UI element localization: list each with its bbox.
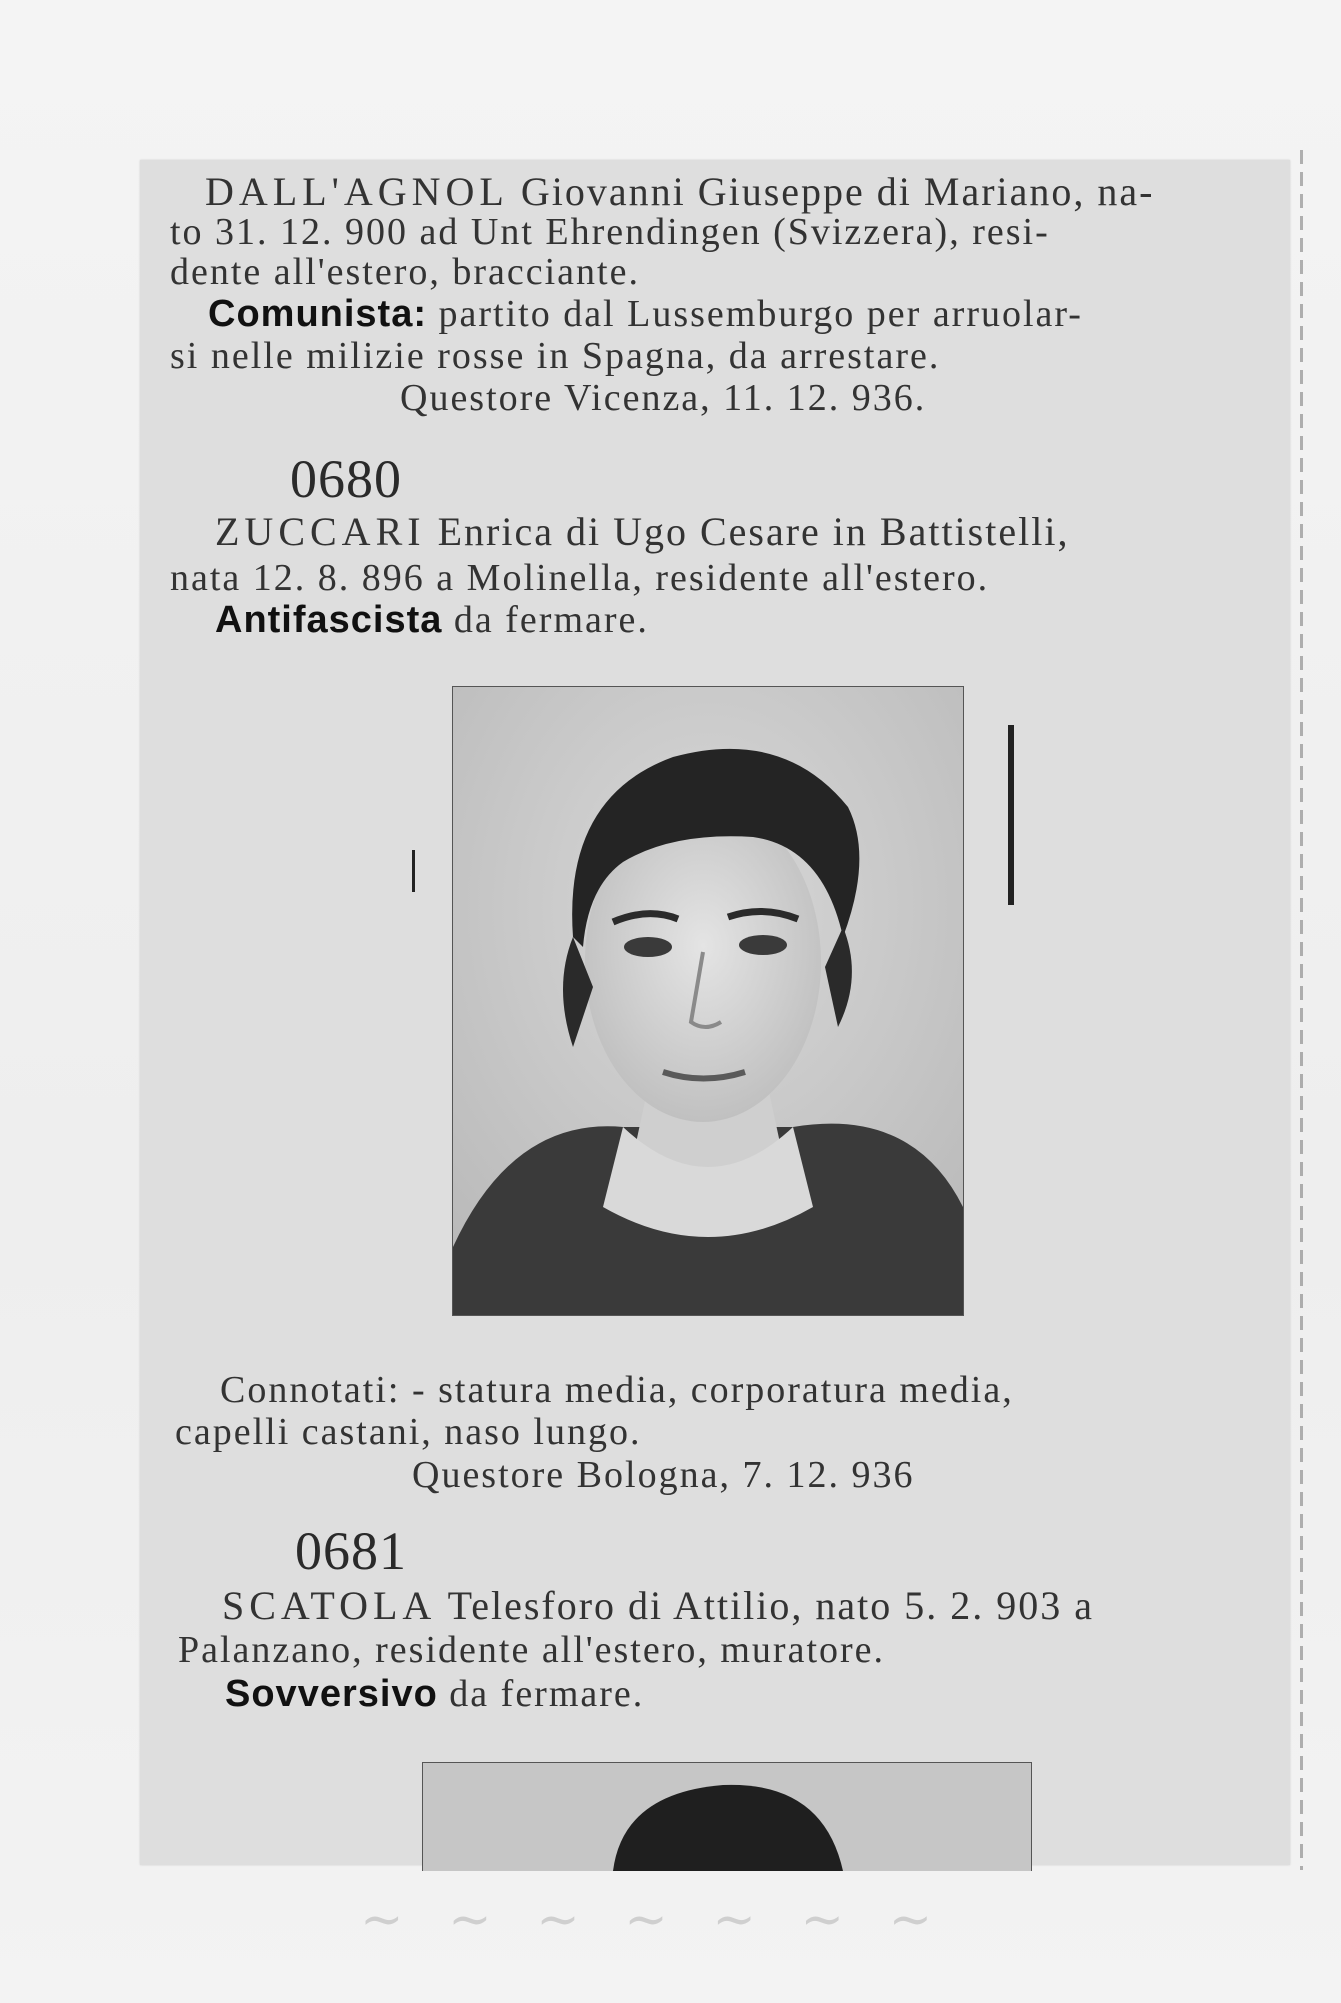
entry-number: 0680	[290, 449, 402, 509]
entry-line	[222, 1582, 1094, 1629]
description-line: capelli castani, naso lungo.	[175, 1411, 642, 1453]
portrait-photo	[452, 686, 964, 1316]
entry-line: si nelle milizie rosse in Spagna, da arrestare.	[170, 335, 941, 377]
political-label: Sovversivo	[225, 1673, 438, 1715]
entry-text: partito dal Lussemburgo per arruolar-	[438, 293, 1083, 335]
entry-line	[225, 1672, 644, 1716]
entry-text: Giovanni Giuseppe di Mariano, na-	[520, 169, 1155, 214]
entry-number: 0681	[295, 1521, 407, 1581]
faint-handwriting: ~ ~ ~ ~ ~ ~ ~	[360, 1890, 947, 1950]
entry-line	[215, 598, 649, 642]
description-line: Connotati: - statura media, corporatura media,	[220, 1369, 1014, 1411]
entry-line	[205, 168, 1154, 215]
questore-signature: Questore Vicenza, 11. 12. 936.	[400, 377, 927, 419]
entry-line: to 31. 12. 900 ad Unt Ehrendingen (Svizzera), resi-	[170, 211, 1050, 253]
entry-surname: DALL'AGNOL	[205, 169, 509, 214]
portrait-image	[453, 687, 963, 1315]
entry-line: Palanzano, residente all'estero, muratore.	[178, 1629, 886, 1671]
entry-text: Telesforo di Attilio, nato 5. 2. 903 a	[447, 1583, 1095, 1628]
entry-line: dente all'estero, bracciante.	[170, 251, 640, 293]
entry-line: nata 12. 8. 896 a Molinella, residente all'estero.	[170, 557, 990, 599]
margin-mark	[1008, 725, 1014, 905]
political-label: Antifascista	[215, 599, 443, 641]
entry-text: da fermare.	[449, 1673, 645, 1715]
sheet-edge	[1300, 150, 1303, 1870]
entry-text: da fermare.	[453, 599, 649, 641]
entry-surname: SCATOLA	[222, 1583, 437, 1628]
questore-signature: Questore Bologna, 7. 12. 936	[412, 1454, 915, 1496]
entry-line	[208, 292, 1083, 336]
entry-line	[215, 508, 1069, 555]
margin-mark	[412, 850, 415, 892]
portrait-photo-partial	[422, 1762, 1032, 1871]
entry-text: Enrica di Ugo Cesare in Battistelli,	[437, 509, 1070, 554]
entry-surname: ZUCCARI	[215, 509, 426, 554]
portrait-image	[423, 1763, 1031, 1871]
political-label: Comunista:	[208, 293, 427, 335]
